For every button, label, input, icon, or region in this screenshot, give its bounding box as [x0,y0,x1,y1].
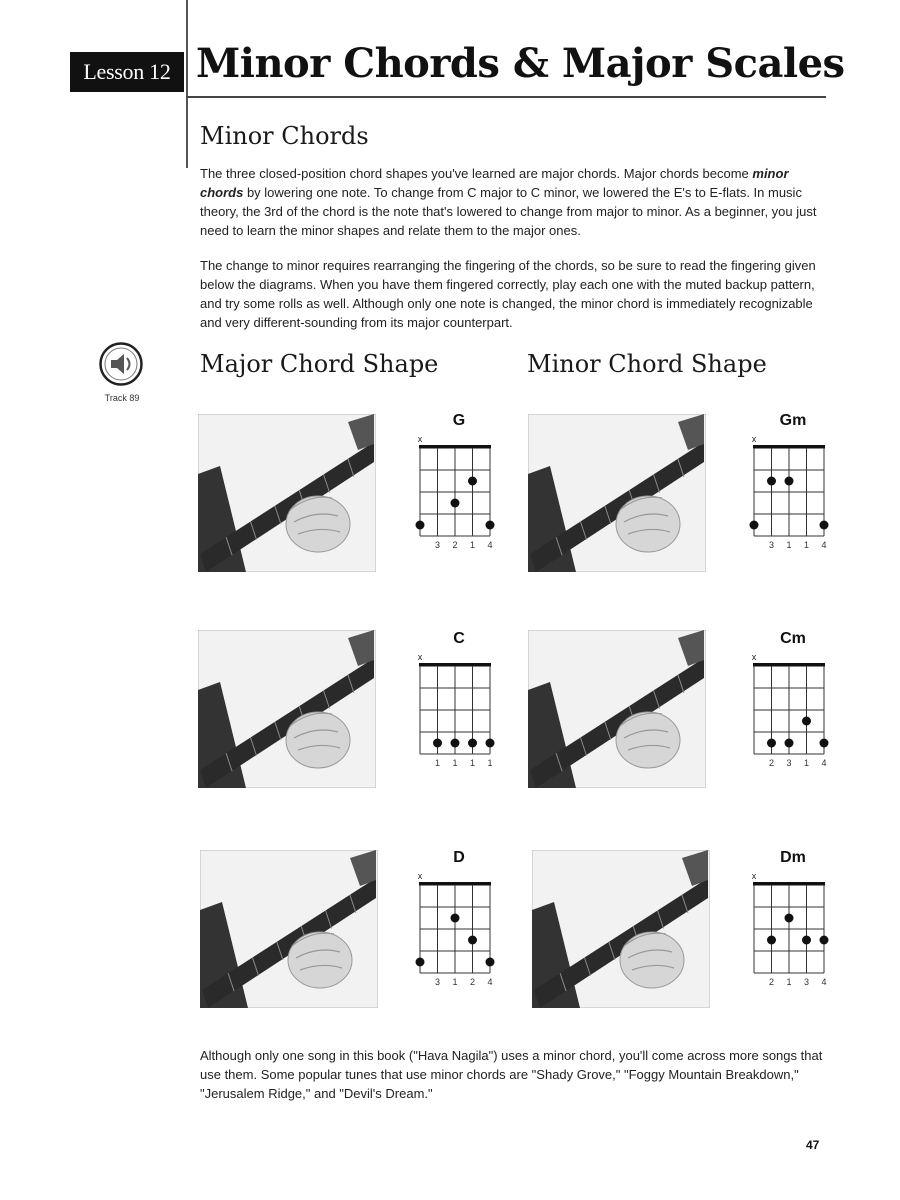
fretting-hand [286,496,350,552]
fretting-hand [286,712,350,768]
finger-dot [468,936,477,945]
track-label: Track 89 [104,393,140,403]
nut [753,445,825,449]
finger-number: 2 [469,977,476,987]
chord-name: D [453,849,465,866]
speaker-icon[interactable] [99,342,143,386]
finger-dot [785,477,794,486]
section-heading: Minor Chords [200,122,369,150]
nut [419,663,491,667]
chord-name: G [452,412,466,429]
finger-number: 3 [434,540,441,550]
finger-number: 1 [452,758,458,768]
finger-dot [433,739,442,748]
finger-number: 4 [821,758,827,768]
finger-number: 4 [821,540,827,550]
finger-number: 2 [768,758,775,768]
finger-dot [767,936,776,945]
term-minor-chords: minor chords [200,166,789,200]
muted-string-mark: x [751,652,757,662]
chord-name: Cm [780,630,806,647]
finger-number: 1 [469,540,476,550]
chord-diagram-d [412,849,506,1009]
finger-dot [820,521,829,530]
chord-diagram-c [412,630,506,790]
chord-name: C [453,630,465,647]
photo-d-major [200,850,378,1008]
finger-number: 1 [786,977,792,987]
chord-name: Gm [779,412,807,429]
photo-g-major [198,414,376,572]
intro-paragraph-2: The change to minor requires rearranging the fingering of the chords, so be sure to read the fingering given below the diagrams. When you have them fingered correctly, play each one with the muted backup pattern, and try some rolls as well. Although only one note is changed, the minor chord is immediately recognizable and very different-sounding from its major counterpart. [200,258,816,330]
finger-dot [451,914,460,923]
finger-dot [767,477,776,486]
chord-name: Dm [780,849,806,866]
finger-number: 1 [469,758,476,768]
photo-d-minor [532,850,710,1008]
minor-column-heading: Minor Chord Shape [527,350,767,378]
finger-number: 2 [768,977,775,987]
page-title: Minor Chords & Major Scales [196,40,845,87]
finger-dot [750,521,759,530]
photo-c-minor [528,630,706,788]
chord-diagram-dm [746,849,840,1009]
title-divider [186,96,826,98]
finger-dot [486,739,495,748]
closing-paragraph: Although only one song in this book ("Hava Nagila") uses a minor chord, you'll come across more songs that use them. Some popular tunes that use minor chords are "Shady Grove," "Foggy Mountain Breakdown," "Jerusalem Ridge," and "Devil's Dream." [200,1048,823,1101]
muted-string-mark: x [417,434,423,444]
photo-c-major [198,630,376,788]
finger-number: 4 [487,540,493,550]
finger-number: 1 [786,540,792,550]
finger-dot [468,477,477,486]
fretting-hand [288,932,352,988]
intro-paragraph-1: The three closed-position chord shapes you've learned are major chords. Major chords become minor chords by lowering one note. To change from C major to C minor, we lowered the E's to E-flats. In music theory, the 3rd of the chord is the note that's lowered to change from major to minor. As a beginner, you just need to learn the minor shapes and relate them to the major ones. [200,166,817,238]
lesson-label: Lesson 12 [70,52,184,92]
major-column-heading: Major Chord Shape [200,350,439,378]
finger-number: 1 [452,977,458,987]
finger-number: 3 [786,758,792,768]
finger-dot [767,739,776,748]
nut [419,882,491,886]
finger-number: 1 [487,758,493,768]
fretting-hand [620,932,684,988]
finger-dot [802,936,811,945]
finger-number: 3 [803,977,810,987]
finger-dot [416,958,425,967]
finger-number: 4 [487,977,493,987]
finger-number: 1 [803,540,810,550]
finger-number: 1 [803,758,810,768]
nut [753,663,825,667]
finger-dot [416,521,425,530]
finger-number: 3 [768,540,775,550]
muted-string-mark: x [417,652,423,662]
chord-diagram-cm [746,630,840,790]
nut [419,445,491,449]
finger-number: 1 [434,758,441,768]
photo-g-minor [528,414,706,572]
muted-string-mark: x [751,434,757,444]
chord-diagram-gm [746,412,840,572]
nut [753,882,825,886]
finger-number: 3 [434,977,441,987]
finger-dot [486,958,495,967]
finger-dot [451,739,460,748]
finger-dot [820,936,829,945]
fretting-hand [616,712,680,768]
finger-dot [468,739,477,748]
finger-dot [802,717,811,726]
finger-dot [785,739,794,748]
muted-string-mark: x [417,871,423,881]
page-number: 47 [806,1138,820,1152]
finger-dot [486,521,495,530]
finger-dot [451,499,460,508]
finger-number: 4 [821,977,827,987]
finger-dot [820,739,829,748]
chord-diagram-g [412,412,506,572]
muted-string-mark: x [751,871,757,881]
finger-dot [785,914,794,923]
fretting-hand [616,496,680,552]
finger-number: 2 [452,540,458,550]
margin-rule [186,0,188,168]
